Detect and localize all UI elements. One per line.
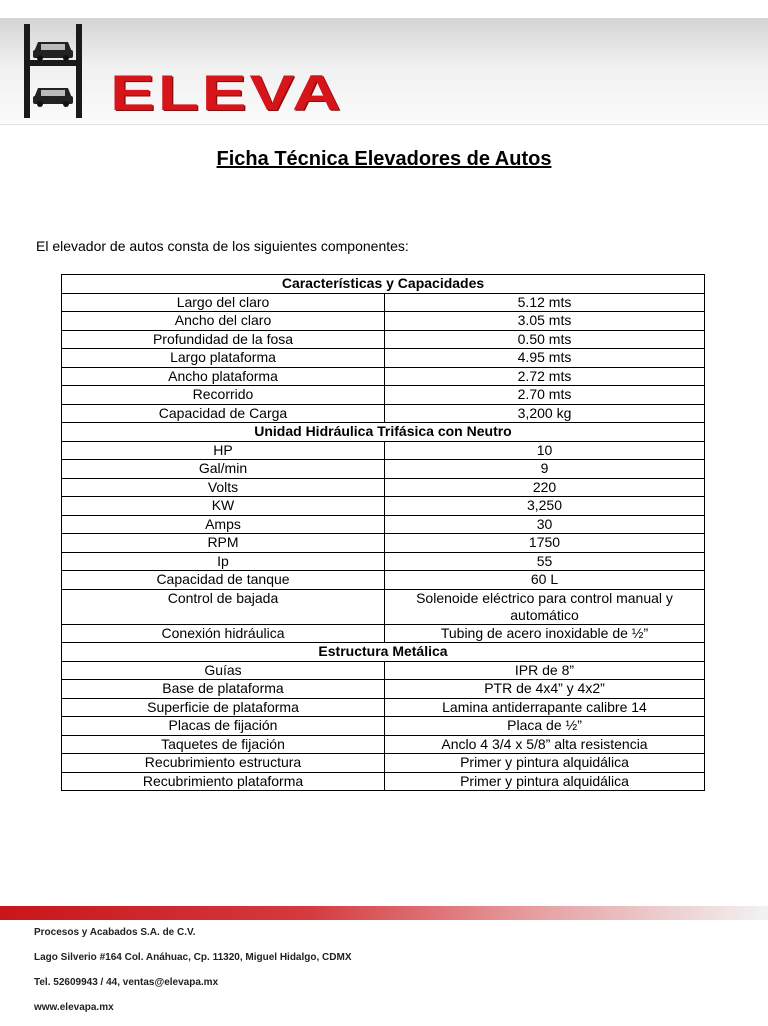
spec-label: Ip xyxy=(62,552,385,571)
spec-value: Placa de ½” xyxy=(385,717,705,736)
spec-label: Control de bajada xyxy=(62,589,385,624)
spec-value: 4.95 mts xyxy=(385,349,705,368)
footer-website-link[interactable]: www.elevapa.mx xyxy=(34,1002,114,1013)
table-row xyxy=(62,349,705,368)
footer xyxy=(34,926,352,1026)
spec-label: KW xyxy=(62,497,385,516)
footer-contact[interactable]: Tel. 52609943 / 44, ventas@elevapa.mx xyxy=(34,977,219,988)
spec-value: Anclo 4 3/4 x 5/8” alta resistencia xyxy=(385,735,705,754)
spec-label: Ancho plataforma xyxy=(62,367,385,386)
table-row xyxy=(62,478,705,497)
spec-label: Volts xyxy=(62,478,385,497)
table-row xyxy=(62,367,705,386)
table-row xyxy=(62,534,705,553)
table-row xyxy=(62,571,705,590)
intro-text: El elevador de autos consta de los siguientes componentes: xyxy=(36,238,409,254)
page-title: Ficha Técnica Elevadores de Autos xyxy=(216,148,552,170)
spec-table xyxy=(61,274,705,791)
table-row xyxy=(62,386,705,405)
spec-label: Recubrimiento estructura xyxy=(62,754,385,773)
spec-value: 220 xyxy=(385,478,705,497)
spec-label: RPM xyxy=(62,534,385,553)
spec-value: 0.50 mts xyxy=(385,330,705,349)
spec-label: Superficie de plataforma xyxy=(62,698,385,717)
spec-value: Primer y pintura alquidálica xyxy=(385,772,705,791)
spec-value: IPR de 8” xyxy=(385,661,705,680)
spec-value: 3,200 kg xyxy=(385,404,705,423)
spec-label: Recorrido xyxy=(62,386,385,405)
footer-stripe xyxy=(0,906,768,920)
section-header-row xyxy=(62,275,705,294)
table-row xyxy=(62,661,705,680)
spec-label: Largo plataforma xyxy=(62,349,385,368)
section-header-row xyxy=(62,643,705,662)
spec-value: Primer y pintura alquidálica xyxy=(385,754,705,773)
section-title: Características y Capacidades xyxy=(62,275,705,294)
spec-value: 55 xyxy=(385,552,705,571)
spec-label: Placas de fijación xyxy=(62,717,385,736)
table-row xyxy=(62,754,705,773)
spec-value: 60 L xyxy=(385,571,705,590)
logo-wordmark: ELEVA xyxy=(110,65,344,121)
spec-value: 2.70 mts xyxy=(385,386,705,405)
spec-label: HP xyxy=(62,441,385,460)
table-row xyxy=(62,589,705,624)
table-row xyxy=(62,552,705,571)
spec-label: Recubrimiento plataforma xyxy=(62,772,385,791)
section-title: Unidad Hidráulica Trifásica con Neutro xyxy=(62,423,705,442)
table-row xyxy=(62,735,705,754)
spec-label: Base de plataforma xyxy=(62,680,385,699)
spec-value: PTR de 4x4” y 4x2” xyxy=(385,680,705,699)
table-row xyxy=(62,772,705,791)
table-row xyxy=(62,404,705,423)
table-row xyxy=(62,497,705,516)
table-row xyxy=(62,698,705,717)
spec-value: Lamina antiderrapante calibre 14 xyxy=(385,698,705,717)
footer-address: Lago Silverio #164 Col. Anáhuac, Cp. 11320, Miguel Hidalgo, CDMX xyxy=(34,952,352,963)
table-row xyxy=(62,330,705,349)
spec-value: 2.72 mts xyxy=(385,367,705,386)
spec-label: Ancho del claro xyxy=(62,312,385,331)
spec-value: 5.12 mts xyxy=(385,293,705,312)
table-row xyxy=(62,293,705,312)
table-row xyxy=(62,680,705,699)
table-row xyxy=(62,312,705,331)
spec-value: 3.05 mts xyxy=(385,312,705,331)
spec-value: 3,250 xyxy=(385,497,705,516)
spec-value: 10 xyxy=(385,441,705,460)
spec-label: Conexión hidráulica xyxy=(62,624,385,643)
spec-label: Amps xyxy=(62,515,385,534)
spec-label: Gal/min xyxy=(62,460,385,479)
spec-value: Solenoide eléctrico para control manual y automático xyxy=(385,589,705,624)
company-logo xyxy=(22,22,342,120)
spec-label: Taquetes de fijación xyxy=(62,735,385,754)
car-lift-icon xyxy=(22,22,86,118)
table-row xyxy=(62,441,705,460)
footer-company: Procesos y Acabados S.A. de C.V. xyxy=(34,927,196,938)
spec-label: Profundidad de la fosa xyxy=(62,330,385,349)
spec-value: 9 xyxy=(385,460,705,479)
top-bar xyxy=(0,0,768,18)
table-row xyxy=(62,515,705,534)
spec-value: 1750 xyxy=(385,534,705,553)
table-row xyxy=(62,624,705,643)
spec-label: Capacidad de tanque xyxy=(62,571,385,590)
spec-label: Capacidad de Carga xyxy=(62,404,385,423)
spec-value: 30 xyxy=(385,515,705,534)
table-row xyxy=(62,717,705,736)
spec-label: Guías xyxy=(62,661,385,680)
spec-label: Largo del claro xyxy=(62,293,385,312)
section-header-row xyxy=(62,423,705,442)
table-row xyxy=(62,460,705,479)
section-title: Estructura Metálica xyxy=(62,643,705,662)
spec-value: Tubing de acero inoxidable de ½” xyxy=(385,624,705,643)
